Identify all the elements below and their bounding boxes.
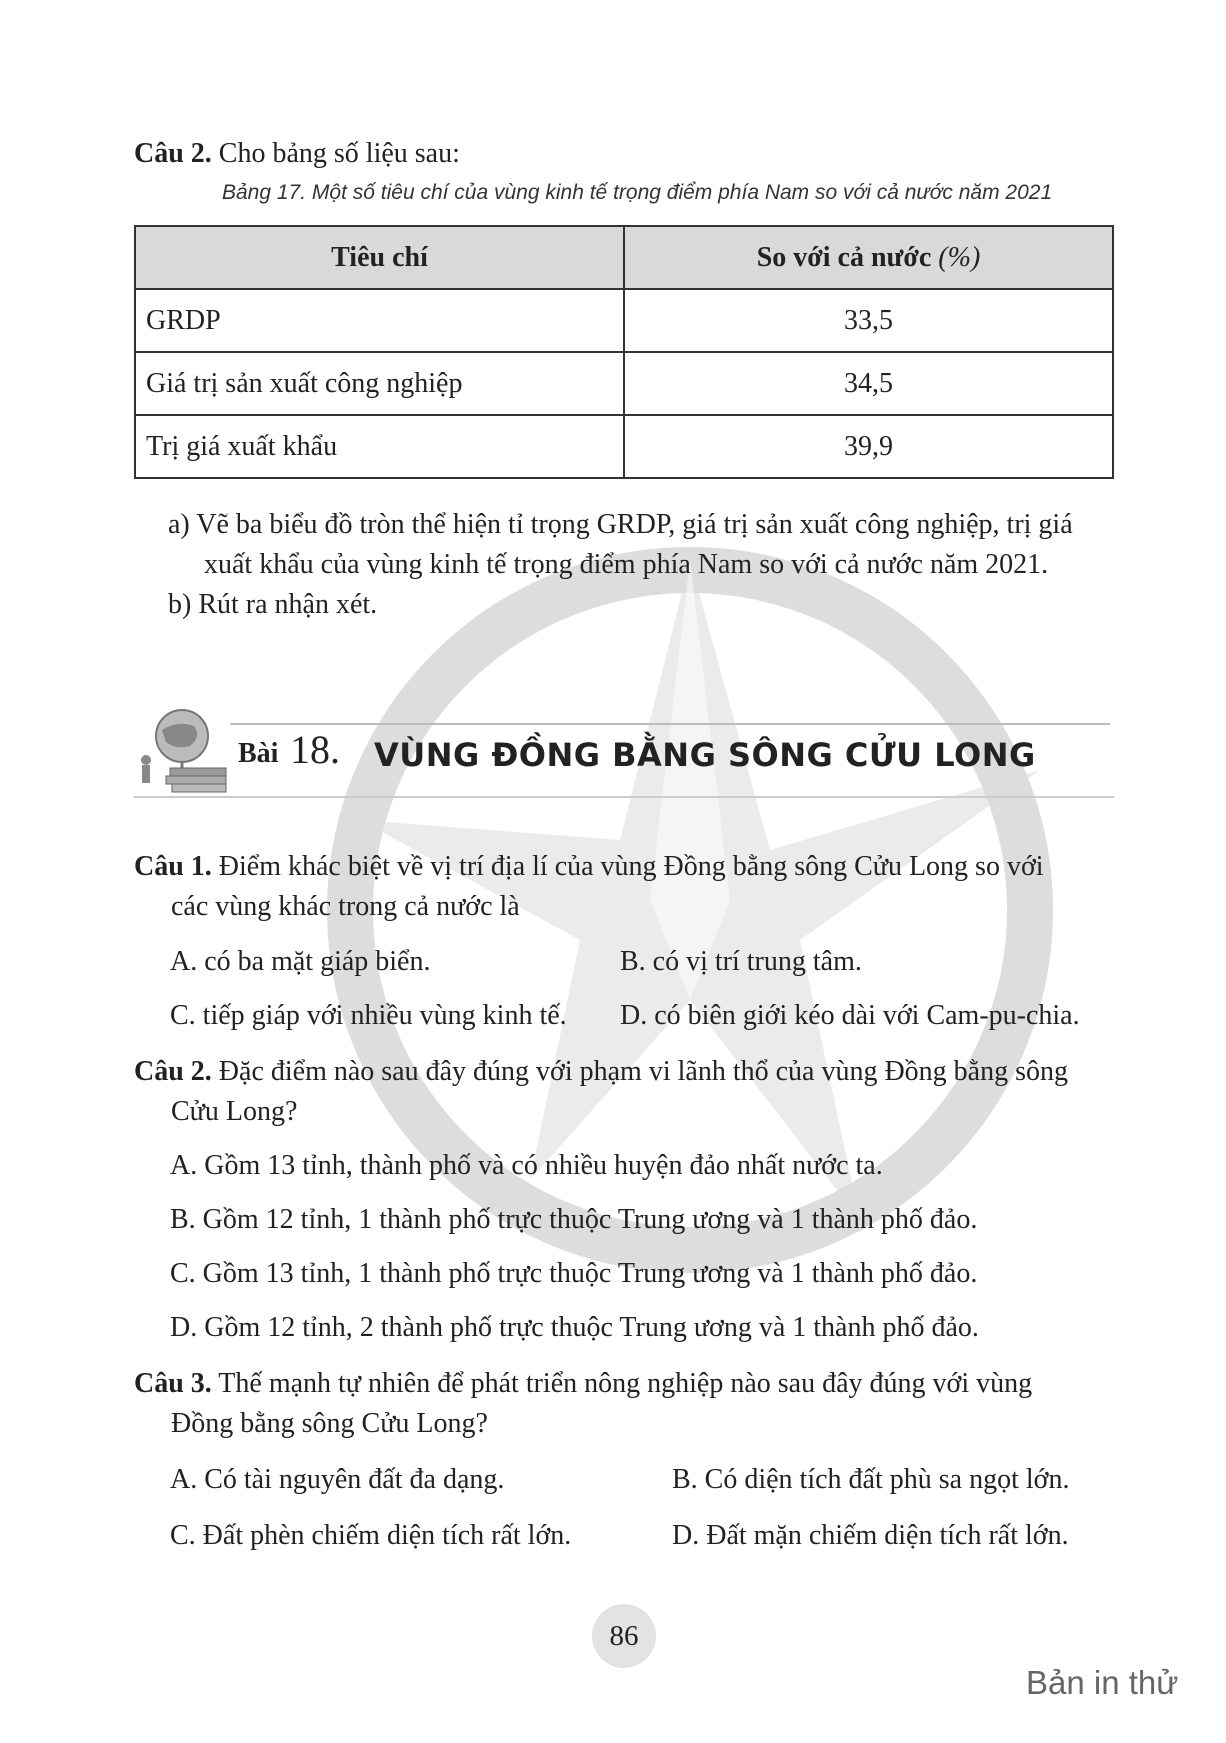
question-text: Đặc điểm nào sau đây đúng với phạm vi lãnh thổ của vùng Đồng bằng sông (211, 1056, 1068, 1087)
header-compare-text: So với cả nước (756, 241, 939, 273)
q2-option-c: C. Gồm 13 tỉnh, 1 thành phố trực thuộc Trung ương và 1 thành phố đảo. (170, 1258, 978, 1289)
row-name: GRDP (135, 289, 624, 352)
lesson-rule-bottom (134, 796, 1114, 798)
q3-option-c: C. Đất phèn chiếm diện tích rất lớn. (170, 1520, 572, 1551)
q2-option-d: D. Gồm 12 tỉnh, 2 thành phố trực thuộc Trung ương và 1 thành phố đảo. (170, 1312, 979, 1343)
row-value: 34,5 (624, 352, 1113, 415)
question-text: Thế mạnh tự nhiên để phát triển nông nghiệp nào sau đây đúng với vùng (211, 1368, 1033, 1399)
question-label: Câu 2. (134, 1056, 212, 1087)
table-header-row (135, 226, 1113, 289)
prev-question-line (134, 134, 460, 174)
page-number: 86 (609, 1620, 639, 1652)
row-name: Giá trị sản xuất công nghiệp (135, 352, 624, 415)
table-row (135, 352, 1113, 415)
print-mark: Bản in thử (1026, 1664, 1179, 1701)
q2-line-2: Cửu Long? (171, 1096, 298, 1127)
q1-option-c: C. tiếp giáp với nhiều vùng kinh tế. (170, 1000, 567, 1031)
q2-line-1 (134, 1052, 1068, 1092)
q1-line-2: các vùng khác trong cả nước là (171, 891, 520, 922)
row-value: 33,5 (624, 289, 1113, 352)
part-b-line: b) Rút ra nhận xét. (168, 589, 378, 620)
table-caption: Bảng 17. Một số tiêu chí của vùng kinh tế trọng điểm phía Nam so với cả nước năm 2021 (222, 181, 1053, 204)
table-row (135, 289, 1113, 352)
q1-option-a: A. có ba mặt giáp biển. (170, 946, 431, 977)
q3-option-b: B. Có diện tích đất phù sa ngọt lớn. (672, 1464, 1070, 1495)
header-compare (624, 226, 1113, 289)
header-unit: (%) (938, 241, 981, 273)
part-a-line-2: xuất khẩu của vùng kinh tế trọng điểm phía Nam so với cả nước năm 2021. (204, 549, 1049, 580)
row-value: 39,9 (624, 415, 1113, 478)
globe-books-icon (132, 702, 232, 794)
question-text: Điểm khác biệt về vị trí địa lí của vùng Đồng bằng sông Cửu Long so với (211, 851, 1044, 882)
lesson-number: 18. (290, 727, 340, 772)
q3-line-1 (134, 1364, 1032, 1404)
lesson-rule-top (230, 723, 1110, 725)
q1-option-d: D. có biên giới kéo dài với Cam-pu-chia. (620, 1000, 1080, 1031)
question-label: Câu 2. (134, 138, 212, 169)
q3-option-d: D. Đất mặn chiếm diện tích rất lớn. (672, 1520, 1069, 1551)
question-label: Câu 1. (134, 851, 212, 882)
lesson-prefix: Bài (238, 738, 279, 769)
question-text: Cho bảng số liệu sau: (211, 138, 460, 169)
q2-option-a: A. Gồm 13 tỉnh, thành phố và có nhiều huyện đảo nhất nước ta. (170, 1150, 883, 1181)
data-table (134, 225, 1114, 479)
q2-option-b: B. Gồm 12 tỉnh, 1 thành phố trực thuộc Trung ương và 1 thành phố đảo. (170, 1204, 978, 1235)
row-name: Trị giá xuất khẩu (135, 415, 624, 478)
table-row (135, 415, 1113, 478)
q3-option-a: A. Có tài nguyên đất đa dạng. (170, 1464, 505, 1495)
q1-line-1 (134, 847, 1044, 887)
header-criteria: Tiêu chí (135, 226, 624, 289)
part-a-line-1: a) Vẽ ba biểu đồ tròn thể hiện tỉ trọng GRDP, giá trị sản xuất công nghiệp, trị giá (168, 509, 1073, 540)
question-label: Câu 3. (134, 1368, 212, 1399)
q3-line-2: Đồng bằng sông Cửu Long? (171, 1408, 488, 1439)
lesson-title: VÙNG ĐỒNG BẰNG SÔNG CỬU LONG (374, 736, 1036, 774)
q1-option-b: B. có vị trí trung tâm. (620, 946, 862, 977)
page-number-badge (592, 1604, 656, 1668)
